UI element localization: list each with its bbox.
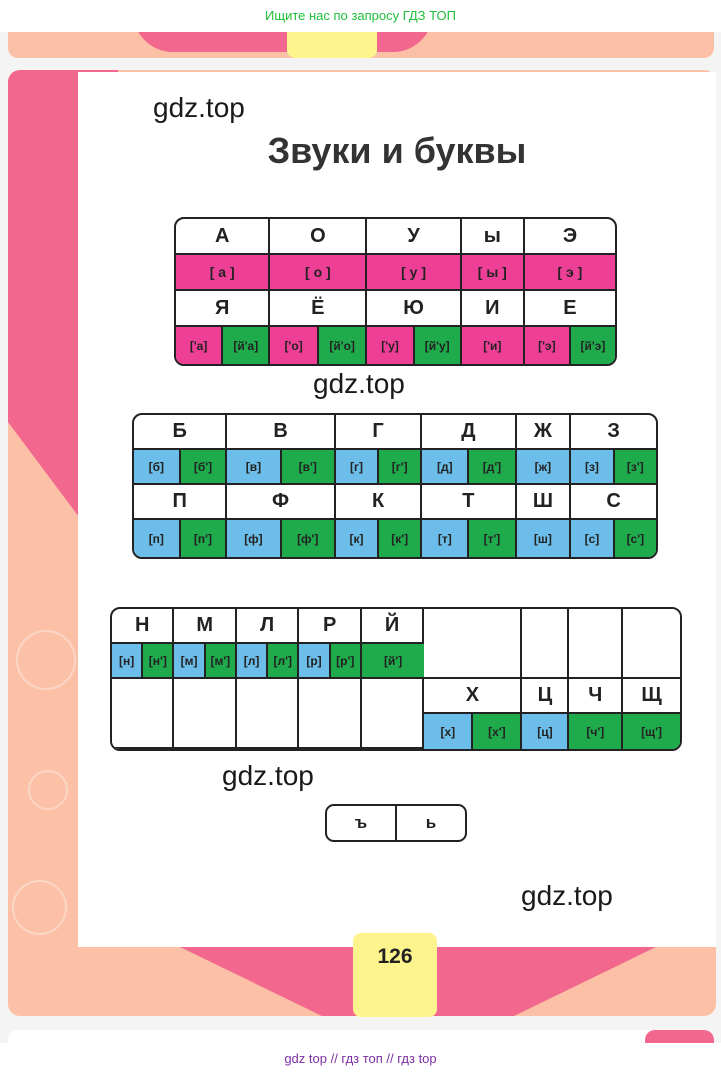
soft-sound-cell: [щ'] xyxy=(623,714,680,749)
vowel-sound-cell: [ о ] xyxy=(270,255,367,291)
hard-sound-cell: [т] xyxy=(422,520,467,557)
hard-sound-cell: [л] xyxy=(237,644,266,677)
soft-sound-cell: [д'] xyxy=(467,450,514,483)
paired-consonants-table xyxy=(132,413,658,559)
soft-sound-cell: [й'] xyxy=(362,644,424,679)
consonant-letter-cell: С xyxy=(571,485,656,520)
vowel-letter-cell: Е xyxy=(525,291,615,327)
consonant-letter-cell: П xyxy=(134,485,227,520)
hard-sound-cell: [ф] xyxy=(227,520,279,557)
vowel-sound-cell: [ э ] xyxy=(525,255,615,291)
vowel-sound-pair xyxy=(270,327,367,364)
floral-ornament xyxy=(16,630,76,690)
empty-cell xyxy=(522,609,569,679)
consonant-sound-pair xyxy=(227,520,336,557)
sonorant-sound-pair xyxy=(237,644,299,679)
footer-banner[interactable] xyxy=(0,1043,721,1076)
watermark: gdz.top xyxy=(521,880,613,911)
previous-page-edge xyxy=(8,32,714,58)
hard-sound-cell: [х] xyxy=(424,714,471,749)
soft-sign-cell: ь xyxy=(395,806,465,840)
soft-sound-cell: [т'] xyxy=(467,520,514,557)
page-number-tab xyxy=(353,933,437,1017)
soft-sound-cell: [ч'] xyxy=(569,714,623,749)
consonant-sound-pair xyxy=(422,450,516,485)
consonant-sound-pair xyxy=(134,450,227,485)
soft-sound-cell: [б'] xyxy=(179,450,226,483)
sound-cell: ['о] xyxy=(270,327,317,364)
sound-cell: ['а] xyxy=(176,327,221,364)
sonorant-sound-pair xyxy=(174,644,236,679)
consonant-letter-cell: Г xyxy=(336,415,422,450)
consonant-letter-cell: Ж xyxy=(517,415,572,450)
unpaired-consonants-table xyxy=(110,607,682,751)
consonant-letter-cell: Ц xyxy=(522,679,569,714)
soft-sound-cell: [г'] xyxy=(377,450,420,483)
sonorant-letter-cell: М xyxy=(174,609,236,644)
previous-page-tab xyxy=(287,32,377,58)
vowel-sound-pair xyxy=(525,327,615,364)
vowel-letter-cell: Ю xyxy=(367,291,461,327)
vowel-letter-cell: Э xyxy=(525,219,615,255)
vowel-letter-cell: Я xyxy=(176,291,270,327)
sound-cell-iotated: [й'э] xyxy=(569,327,615,364)
vowel-letter-cell: Ё xyxy=(270,291,367,327)
consonant-letter-cell: Т xyxy=(422,485,516,520)
soft-sound-cell: [ф'] xyxy=(280,520,334,557)
hard-sound-cell: [ж] xyxy=(517,450,572,485)
hard-sound-cell: [г] xyxy=(336,450,377,483)
consonant-letter-cell: Щ xyxy=(623,679,680,714)
vowel-sound-cell: ['и] xyxy=(462,327,525,364)
sound-cell-iotated: [й'о] xyxy=(317,327,366,364)
soft-sound-cell: [л'] xyxy=(266,644,297,677)
empty-cell xyxy=(362,679,424,749)
vowel-letter-cell: И xyxy=(462,291,525,327)
vowel-sound-cell: [ у ] xyxy=(367,255,461,291)
soft-sound-cell: [н'] xyxy=(141,644,172,677)
vowel-letter-cell: У xyxy=(367,219,461,255)
consonant-letter-cell: Ш xyxy=(517,485,572,520)
sound-cell: ['у] xyxy=(367,327,412,364)
empty-cell xyxy=(174,679,236,749)
sonorant-letter-cell: Р xyxy=(299,609,361,644)
soft-sound-cell: [х'] xyxy=(471,714,520,749)
soft-sound-cell: [м'] xyxy=(204,644,235,677)
hard-sound-cell: [ц] xyxy=(522,714,569,749)
sonorant-sound-pair xyxy=(112,644,174,679)
empty-cell xyxy=(623,609,680,679)
consonant-letter-cell: Ф xyxy=(227,485,336,520)
sonorant-letter-cell: Л xyxy=(237,609,299,644)
sound-cell: ['э] xyxy=(525,327,569,364)
consonant-letter-cell: Б xyxy=(134,415,227,450)
vowel-sound-pair xyxy=(367,327,461,364)
watermark: gdz.top xyxy=(222,760,314,791)
soft-sound-cell: [з'] xyxy=(613,450,656,483)
sonorant-sound-pair xyxy=(299,644,361,679)
consonant-letter-cell: В xyxy=(227,415,336,450)
consonant-sound-pair xyxy=(571,520,656,557)
empty-cell xyxy=(237,679,299,749)
floral-ornament xyxy=(28,770,68,810)
signs-box xyxy=(325,804,467,842)
consonant-sound-pair xyxy=(134,520,227,557)
hard-sound-cell: [м] xyxy=(174,644,203,677)
page-number: 126 xyxy=(377,945,413,968)
top-banner[interactable] xyxy=(0,0,721,32)
consonant-letter-cell: Д xyxy=(422,415,516,450)
hard-sound-cell: [д] xyxy=(422,450,467,483)
hard-sound-cell: [н] xyxy=(112,644,141,677)
consonant-sound-pair xyxy=(336,520,422,557)
sonorant-letter-cell: Й xyxy=(362,609,424,644)
banner-text[interactable]: Ищите нас по запросу ГДЗ ТОП xyxy=(265,8,456,23)
consonant-letter-cell: Ч xyxy=(569,679,623,714)
vowel-letter-cell: А xyxy=(176,219,270,255)
sound-cell-iotated: [й'у] xyxy=(413,327,460,364)
vowels-table xyxy=(174,217,617,366)
footer-text[interactable]: gdz top // гдз топ // гдз top xyxy=(284,1051,437,1066)
soft-sound-cell: [в'] xyxy=(280,450,334,483)
empty-cell xyxy=(569,609,623,679)
consonant-sound-pair xyxy=(571,450,656,485)
hard-sign-cell: ъ xyxy=(354,813,368,832)
watermark: gdz.top xyxy=(153,92,245,123)
hard-sound-cell: [с] xyxy=(571,520,612,557)
hard-sound-cell: [з] xyxy=(571,450,612,483)
consonant-letter-cell: Х xyxy=(424,679,522,714)
empty-cell xyxy=(424,609,522,679)
consonant-sound-pair xyxy=(422,520,516,557)
hard-sound-cell: [в] xyxy=(227,450,279,483)
soft-sound-cell: [к'] xyxy=(377,520,420,557)
soft-sound-cell: [с'] xyxy=(613,520,656,557)
soft-sound-cell: [р'] xyxy=(329,644,360,677)
vowel-sound-cell: [ ы ] xyxy=(462,255,525,291)
page-title: Звуки и буквы xyxy=(267,130,527,171)
hard-sound-cell: [п] xyxy=(134,520,179,557)
watermark: gdz.top xyxy=(313,368,405,399)
previous-page-decoration xyxy=(133,32,433,52)
hard-sound-cell: [б] xyxy=(134,450,179,483)
soft-sound-cell: [п'] xyxy=(179,520,226,557)
sonorant-letter-cell: Н xyxy=(112,609,174,644)
consonant-sound-pair xyxy=(227,450,336,485)
consonant-letter-cell: З xyxy=(571,415,656,450)
empty-cell xyxy=(299,679,361,749)
hard-sound-cell: [ш] xyxy=(517,520,572,557)
floral-ornament xyxy=(12,880,67,935)
consonant-sound-pair xyxy=(336,450,422,485)
vowel-letter-cell: ы xyxy=(462,219,525,255)
hard-sound-cell: [р] xyxy=(299,644,328,677)
consonant-sound-pair xyxy=(424,714,522,749)
vowel-sound-pair xyxy=(176,327,270,364)
vowel-letter-cell: О xyxy=(270,219,367,255)
vowel-sound-cell: [ а ] xyxy=(176,255,270,291)
sound-cell-iotated: [й'а] xyxy=(221,327,268,364)
empty-cell xyxy=(112,679,174,749)
hard-sound-cell: [к] xyxy=(336,520,377,557)
consonant-letter-cell: К xyxy=(336,485,422,520)
